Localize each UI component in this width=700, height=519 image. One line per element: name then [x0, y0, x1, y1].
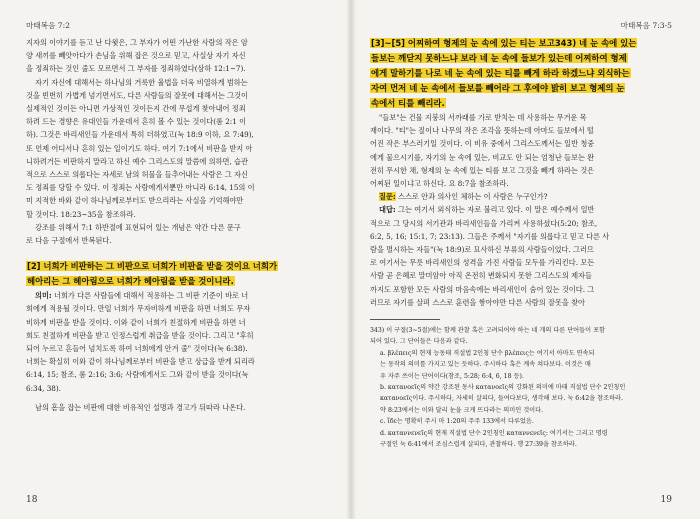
paragraph-repetition: 강조를 위해서 7:1 하반절에 표현되어 있는 개념은 약간 다른 문구 로 다음 구절에서 반복된다.	[26, 222, 241, 246]
paragraph-judging-tendency: 자기 자신에 대해서는 하나님의 거룩한 율법을 더욱 비열하게 범하는 것을 빈번히 가볍게 넘기면서도, 다른 사람들의 잘못에 대해서는 그것이 실제적인 것이든 아니면 가상적인 것이든지 간에 무섭게 찾아내어 정죄 하려 드는 경향은 유대인들 가운데서 흔히 볼 수 있는 것이다(롬 2:1 이 하). 그것은 바리새인들 가운데서 특히 더하였고(눅 18:9 이하, 요 7:49), 또 언제 어디서나 흔히 있는 일이기도 하다. 여기 7:1에서 비판을 받지 아 니하려거든 비판하지 말라고 하신 예수 그리스도의 말씀에 의하면, 습관 적으로 스스로 의롭다는 자세로 남의 허물을 들추어내는 사람은 그 자신 도 정죄를 당할 수 있다. 이 정죄는 사람에게서뿐만 아니라 6:14, 15의 이 미 지적한 바와 같이 하나님께로부터도 받으리라는 사실을 기억해야만 할 것이다. 18:23~35을 참조하라.	[26, 77, 255, 219]
right-page	[352, 0, 700, 519]
paragraph-transition: 남의 흠을 잡는 비판에 대한 비유적인 설명과 경고가 뒤따라 나온다.	[35, 402, 246, 412]
question-label: 질문:	[379, 192, 396, 202]
page-number-left: 18	[26, 495, 38, 505]
paragraph-beam-mote: "들보"는 건물 지붕의 서까래를 가로 받치는 데 사용하는 무거운 목 재이다. "티"는 짚이나 나무의 작은 조각을 뜻하는데 아마도 들보에서 떨 어진 작은 부스러기일 것이다. 이 비유 중에서 그리스도께서는 일반 청중 에게 물으시기를, 자기의 눈 속에 있는, 비교도 안 되는 엄청난 들보는 완 전히 무시한 채, 형제의 눈 속에 있는 티를 보고 그것을 빼게 하라는 것은 어찌된 일이냐고 하신다. 요 8:7을 참조하라.	[370, 113, 595, 189]
footnote-343: 343) 이 구절(3~5절)에는 함께 관찰 혹은 고려되어야 하는 네 개의 다른 단어들이 포함 되어 있다. 그 단어들은 다음과 같다. a. βλέπεις의 현재 능동태 직설법 2인칭 단수 βλέπεις는 여기서 아마도 연속되 는 동작의 의미를 가지고 있는 듯하다. 주시하다 혹은 계속 쳐다보다. 이것은 매 우 자주 쓰이는 단어이다(참조, 5:28; 6:4, 6, 18 등). b. κατανοεῖς의 약간 강조된 동사 κατανοεῖς의 강화된 의미에 마태 직설법 단수 2인칭인 κατανοεῖς이다. 주시하다, 자세히 살피다, 들여다보다, 생각해 보다. 눅 6:42을 참조하라. 약 8:23에서는 이와 달리 눈을 크게 뜨다라는 의미인 것이다. c. ἴδε는 명확히 주시 마 1:20의 주주 133에서 다루었음. d. καταννενεῖς의 현재 직설법 단수 2인칭인 καταννενεῖς: 여기서는 그리고 명령 구절인 눅 6:41에서 조심스럽게 살피다, 관찰하다. 행 27:39을 참조하라.	[370, 327, 626, 449]
running-head-left: 마태복음 7:2	[26, 21, 70, 30]
paragraph-david: 지자의 이야기를 듣고 난 다윗은, 그 부자가 어떤 가난한 사람의 작은 암 양 새끼를 빼앗아다가 손님을 위해 잡은 것으로 믿고, 사실상 자기 자신 을 정죄하는 것인 줄도 모르면서 그 부자를 정죄하였다(삼하 12:1~7).	[26, 38, 248, 74]
paragraph-meaning: 의미: 너희가 다른 사람들에 대해서 적용하는 그 비판 기준이 바로 너 희에게 적용될 것이다. 만일 너희가 무자비하게 비판을 하면 너희도 무자 비하게 비판을 받을 것이다. 이와 같이 너희가 친절하게 비판을 하면 너 희도 친절하게 비판을 받고 인정스럽게 취급을 받을 것이다. 그리고 "후히 되어 누르고 흔들어 넘치도록 하여 너희에게 안겨 줄" 것이다(눅 6:38). 너희는 확실히 이와 같이 하나님께로부터 비판을 받고 상급을 받게 되리라 6:14, 15; 참조, 롬 2:16; 3:6; 사람에게서도 그와 같이 받을 것이다(눅 6:34, 38).	[26, 291, 255, 393]
running-head-right: 마태복음 7:3-5	[620, 21, 672, 30]
answer-label: 대답:	[379, 205, 396, 215]
meaning-label: 의미:	[35, 291, 52, 301]
verse-heading-3-5: [3]~[5] 어찌하여 형제의 눈 속에 있는 티는 보고343) 네 눈 속에 있는 들보는 깨닫지 못하느냐 보라 네 눈 속에 들보가 있는데 어찌하여 형제 에게 말하기를 나로 네 눈 속에 있는 티를 빼게 하라 하겠느냐 외식하는 자여 먼저 네 눈 속에서 들보를 빼어라 그 후에야 밝히 보고 형제의 눈 속에서 티를 빼리라.	[371, 38, 637, 108]
verse-heading-2: [2] 너희가 비판하는 그 비판으로 너희가 비판을 받을 것이요 너희가 헤아리는 그 헤아림으로 너희가 헤아림을 받을 것이니라.	[27, 261, 278, 287]
page-number-right: 19	[660, 495, 672, 505]
paragraph-question: 질문: 스스로 안과 의사인 체하는 이 사람은 누구인가?	[379, 192, 548, 202]
paragraph-answer: 대답: 그는 여기서 외식하는 자로 불리고 있다. 이 말은 예수께서 일반 적으로 그 당시의 서기관과 바리새인들을 가리켜 사용하셨다(5:20; 참조, 6:2, 5, 16; 15:1, 7; 23:13). 그들은 주께서 "자기를 의롭다고 믿고 다른 사 람을 멸시하는 자들"(눅 18:9)로 묘사하신 부류의 사람들이었다. 그러므 로 여기서는 무릇 바리새인의 성격을 가진 사람들 모두를 가리킨다. 모든 사람 곧 은혜로 말미암아 아직 온전히 변화되지 못한 그리스도의 제자들 까지도 포함한 모든 사람의 마음속에는 바리새인이 숨어 있는 것이다. 그 러므로 자기를 살펴 스스로 훈련을 쌓아야만 다른 사람의 잘못을 찾아	[370, 205, 610, 307]
footnote-separator	[370, 319, 440, 320]
